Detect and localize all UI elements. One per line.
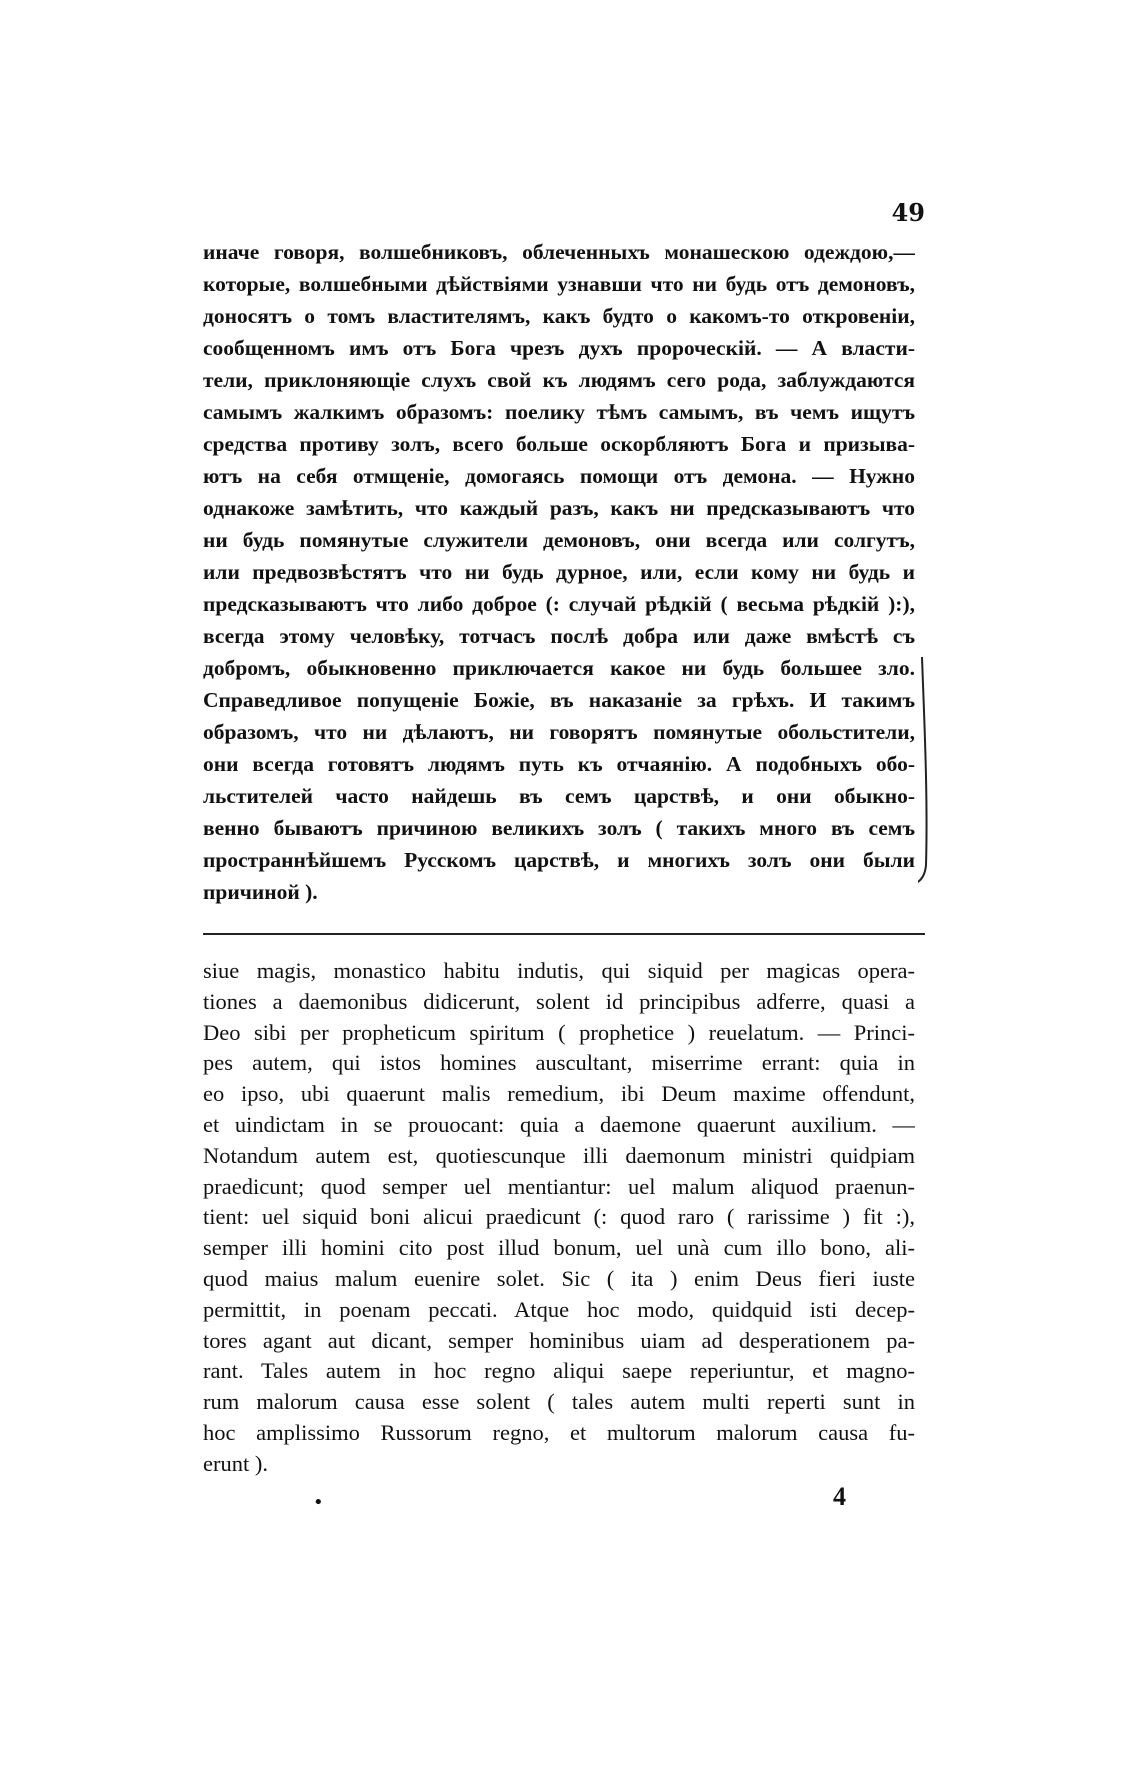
- latin-text-block: [203, 956, 915, 1480]
- latin-text-line: Deo sibi per propheticum spiritum ( prophetice ) reuelatum. — Princi-: [203, 1019, 915, 1045]
- russian-text-line: причиной ).: [203, 880, 318, 904]
- russian-text-line: иначе говоря, волшебниковъ, облеченныхъ монашескою одеждою,—: [203, 240, 915, 264]
- russian-text-line: добромъ, обыкновенно приключается какое ни будь большее зло.: [203, 656, 915, 680]
- russian-text-line: венно бываютъ причиною великихъ золъ ( такихъ много въ семъ: [203, 816, 915, 840]
- russian-text-line: образомъ, что ни дѣлаютъ, ни говорятъ помянутые обольстители,: [203, 720, 915, 744]
- latin-text-line: tiones a daemonibus didicerunt, solent id principibus adferre, quasi a: [203, 988, 915, 1014]
- latin-text-line: et uindictam in se prouocant: quia a daemone quaerunt auxilium. —: [203, 1111, 915, 1137]
- russian-text-line: предсказываютъ что либо доброе (: случай рѣдкій ( весьма рѣдкій ):),: [203, 592, 915, 616]
- russian-text-line: пространнѣйшемъ Русскомъ царствѣ, и многихъ золъ они были: [203, 848, 915, 872]
- latin-text-line: Notandum autem est, quotiescunque illi daemonum ministri quidpiam: [203, 1142, 915, 1168]
- page-number: 49: [891, 198, 925, 227]
- latin-text-line: quod maius malum euenire solet. Sic ( ita ) enim Deus fieri iuste: [203, 1265, 915, 1291]
- latin-text-line: eo ipso, ubi quaerunt malis remedium, ibi Deum maxime offendunt,: [203, 1081, 915, 1107]
- latin-text-line: rum malorum causa esse solent ( tales autem multi reperti sunt in: [203, 1389, 915, 1415]
- russian-text-line: доносятъ о томъ властителямъ, какъ будто о какомъ-то откровеніи,: [203, 304, 915, 328]
- latin-text-line: semper illi homini cito post illud bonum, uel unà cum illo bono, ali-: [203, 1235, 915, 1261]
- russian-text-line: самымъ жалкимъ образомъ: поелику тѣмъ самымъ, въ чемъ ищутъ: [203, 400, 915, 424]
- russian-text-line: которые, волшебными дѣйствіями узнавши что ни будь отъ демоновъ,: [203, 272, 915, 296]
- russian-text-line: сообщенномъ имъ отъ Бога чрезъ духъ пророческій. — А власти-: [203, 336, 915, 360]
- russian-text-line: льстителей часто найдешь въ семъ царствѣ, и они обыкно-: [203, 784, 915, 808]
- latin-text-line: siue magis, monastico habitu indutis, qui siquid per magicas opera-: [203, 958, 915, 983]
- margin-bracket: [918, 655, 938, 883]
- latin-text-line: tores agant aut dicant, semper hominibus uiam ad desperationem pa-: [203, 1327, 915, 1353]
- latin-text-line: praedicunt; quod semper uel mentiantur: uel malum aliquod praenun-: [203, 1173, 915, 1199]
- russian-text-line: однакоже замѣтить, что каждый разъ, какъ ни предсказываютъ что: [203, 496, 915, 520]
- russian-text-line: ни будь помянутые служители демоновъ, они всегда или солгутъ,: [203, 528, 915, 552]
- latin-text-line: rant. Tales autem in hoc regno aliqui saepe reperiuntur, et magno-: [203, 1358, 915, 1384]
- latin-text-line: hoc amplissimo Russorum regno, et multorum malorum causa fu-: [203, 1419, 915, 1445]
- russian-text-line: Справедливое попущеніе Божіе, въ наказаніе за грѣхъ. И такимъ: [203, 688, 915, 712]
- latin-text-line: tient: uel siquid boni alicui praedicunt (: quod raro ( rarissime ) fit :),: [203, 1204, 915, 1230]
- latin-text-line: pes autem, qui istos homines auscultant, miserrime errant: quia in: [203, 1050, 915, 1076]
- russian-text-line: или предвозвѣстятъ что ни будь дурное, или, если кому ни будь и: [203, 560, 915, 584]
- latin-text-line: permittit, in poenam peccati. Atque hoc modo, quidquid isti decep-: [203, 1296, 915, 1322]
- bullet-mark: •: [313, 1492, 324, 1513]
- russian-text-line: ютъ на себя отмщеніе, домогаясь помощи отъ демона. — Нужно: [203, 464, 915, 488]
- russian-text-block: [203, 236, 915, 908]
- signature-mark: 4: [833, 1482, 846, 1511]
- russian-text-line: всегда этому человѣку, тотчасъ послѣ добра или даже вмѣстѣ съ: [203, 624, 915, 648]
- russian-text-line: тели, приклоняющіе слухъ свой къ людямъ сего рода, заблуждаются: [203, 368, 915, 392]
- latin-text-line: erunt ).: [203, 1450, 268, 1476]
- russian-text-line: они всегда готовятъ людямъ путь къ отчаянію. А подобныхъ обо-: [203, 752, 915, 776]
- separator-rule: [203, 933, 925, 935]
- russian-text-line: средства противу золъ, всего больше оскорбляютъ Бога и призыва-: [203, 432, 915, 456]
